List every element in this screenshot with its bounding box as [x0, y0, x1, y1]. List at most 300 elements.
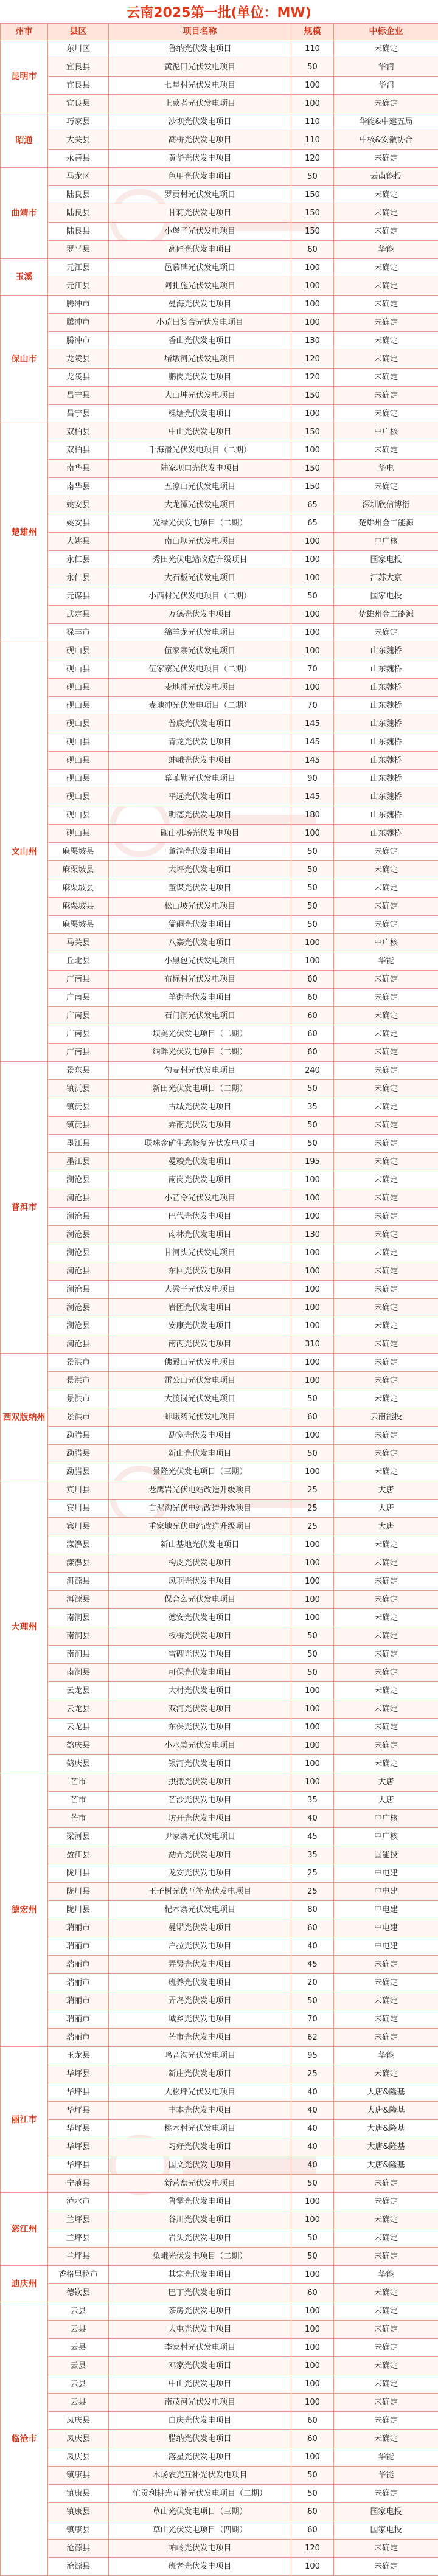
project-name-cell: 大渡岗光伏发电项目	[109, 1390, 291, 1408]
prefecture-cell: 保山市	[1, 296, 48, 423]
project-name-cell: 麦地冲光伏发电项目	[109, 679, 291, 697]
winner-cell: 未确定	[334, 2229, 438, 2248]
capacity-cell: 100	[291, 825, 334, 843]
table-header-row	[1, 24, 438, 40]
table-row	[1, 460, 438, 478]
table-row	[1, 1226, 438, 1244]
winner-cell: 中广核	[334, 1828, 438, 1846]
capacity-cell: 50	[291, 2248, 334, 2266]
county-cell: 马龙区	[48, 168, 109, 186]
county-cell: 华坪县	[48, 2083, 109, 2102]
capacity-cell: 150	[291, 387, 334, 405]
winner-cell: 华润	[334, 58, 438, 77]
capacity-cell: 50	[291, 2485, 334, 2503]
winner-cell: 未确定	[334, 989, 438, 1007]
winner-cell: 未确定	[334, 2357, 438, 2375]
project-name-cell: 蚌峨药光伏发电项目	[109, 1408, 291, 1427]
county-cell: 瑞丽市	[48, 2029, 109, 2047]
capacity-cell: 40	[291, 2102, 334, 2120]
capacity-cell: 40	[291, 2120, 334, 2138]
capacity-cell: 50	[291, 898, 334, 916]
table-row	[1, 2138, 438, 2156]
capacity-cell: 40	[291, 2138, 334, 2156]
county-cell: 洱源县	[48, 1573, 109, 1591]
table-row	[1, 1518, 438, 1536]
project-name-cell: 岩头光伏发电项目	[109, 2229, 291, 2248]
project-name-cell: 鹏岗光伏发电项目	[109, 369, 291, 387]
winner-cell: 未确定	[334, 1737, 438, 1755]
winner-cell: 未确定	[334, 387, 438, 405]
county-cell: 澜沧县	[48, 1171, 109, 1189]
county-cell: 瑞丽市	[48, 1956, 109, 1974]
winner-cell: 楚雄州金工能源	[334, 514, 438, 533]
county-cell: 瑞丽市	[48, 1919, 109, 1937]
county-cell: 砚山县	[48, 733, 109, 752]
project-name-cell: 小荒田复合光伏发电项目	[109, 314, 291, 332]
capacity-cell: 25	[291, 1500, 334, 1518]
capacity-cell: 145	[291, 752, 334, 770]
winner-cell: 未确定	[334, 2339, 438, 2357]
capacity-cell: 50	[291, 1445, 334, 1463]
county-cell: 砚山县	[48, 770, 109, 788]
capacity-cell: 50	[291, 2229, 334, 2248]
county-cell: 禄丰市	[48, 624, 109, 642]
capacity-cell: 130	[291, 332, 334, 350]
capacity-cell: 100	[291, 1208, 334, 1226]
capacity-cell: 35	[291, 1098, 334, 1117]
project-name-cell: 草山光伏发电项目（三期）	[109, 2503, 291, 2521]
county-cell: 镇康县	[48, 2521, 109, 2540]
project-name-cell: 腊纳光伏发电项目	[109, 2430, 291, 2448]
project-name-cell: 新山基地光伏发电项目	[109, 1536, 291, 1554]
winner-cell: 大唐	[334, 1500, 438, 1518]
table-row	[1, 314, 438, 332]
table-row	[1, 2302, 438, 2321]
winner-cell: 中核&安徽协合	[334, 131, 438, 150]
winner-cell: 未确定	[334, 1007, 438, 1025]
project-name-cell: 南林光伏发电项目	[109, 1226, 291, 1244]
county-cell: 宜良县	[48, 58, 109, 77]
table-row	[1, 2120, 438, 2138]
county-cell: 华坪县	[48, 2065, 109, 2083]
capacity-cell: 70	[291, 660, 334, 679]
project-name-cell: 绵羊龙光伏发电项目	[109, 624, 291, 642]
table-row	[1, 2010, 438, 2029]
county-cell: 腾冲市	[48, 314, 109, 332]
county-cell: 宜良县	[48, 77, 109, 95]
county-cell: 瑞丽市	[48, 2010, 109, 2029]
county-cell: 丘北县	[48, 952, 109, 971]
project-name-cell: 习好光伏发电项目	[109, 2138, 291, 2156]
project-name-cell: 小西村光伏发电项目（二期）	[109, 587, 291, 606]
capacity-cell: 50	[291, 1080, 334, 1098]
county-cell: 澜沧县	[48, 1208, 109, 1226]
county-cell: 陇川县	[48, 1901, 109, 1919]
capacity-cell: 100	[291, 2558, 334, 2576]
county-cell: 砚山县	[48, 697, 109, 715]
winner-cell: 未确定	[334, 1244, 438, 1262]
table-row	[1, 2229, 438, 2248]
county-cell: 广南县	[48, 1044, 109, 1062]
prefecture-cell: 普洱市	[1, 1062, 48, 1354]
winner-cell: 未确定	[334, 1117, 438, 1135]
winner-cell: 未确定	[334, 314, 438, 332]
winner-cell: 华能	[334, 2266, 438, 2284]
capacity-cell: 25	[291, 1481, 334, 1500]
winner-cell: 未确定	[334, 1554, 438, 1573]
project-name-cell: 羊街光伏发电项目	[109, 989, 291, 1007]
county-cell: 华坪县	[48, 2120, 109, 2138]
county-cell: 云龙县	[48, 1682, 109, 1700]
winner-cell: 未确定	[334, 150, 438, 168]
table-row	[1, 1445, 438, 1463]
winner-cell: 未确定	[334, 95, 438, 113]
project-name-cell: 大屯光伏发电项目	[109, 2321, 291, 2339]
table-row	[1, 1463, 438, 1481]
capacity-cell: 80	[291, 1901, 334, 1919]
project-name-cell: 杞木寨光伏发电项目	[109, 1901, 291, 1919]
table-row	[1, 2047, 438, 2065]
capacity-cell: 100	[291, 569, 334, 587]
table-row	[1, 1755, 438, 1773]
winner-cell: 中电建	[334, 1919, 438, 1937]
county-cell: 陆良县	[48, 223, 109, 241]
capacity-cell: 100	[291, 952, 334, 971]
table-row	[1, 1354, 438, 1372]
county-cell: 广南县	[48, 971, 109, 989]
capacity-cell: 120	[291, 350, 334, 369]
project-name-cell: 雷公山光伏发电项目	[109, 1372, 291, 1390]
capacity-cell: 100	[291, 1573, 334, 1591]
winner-cell: 未确定	[334, 1536, 438, 1554]
table-row	[1, 1208, 438, 1226]
project-name-cell: 小黑包光伏发电项目	[109, 952, 291, 971]
project-name-cell: 拱撒光伏发电项目	[109, 1773, 291, 1792]
county-cell: 宾川县	[48, 1481, 109, 1500]
county-cell: 砚山县	[48, 715, 109, 733]
table-row	[1, 1244, 438, 1262]
project-name-cell: 弄岛光伏发电项目	[109, 1992, 291, 2010]
table-row	[1, 2211, 438, 2229]
table-row	[1, 223, 438, 241]
prefecture-cell: 曲靖市	[1, 168, 48, 259]
county-cell: 芒市	[48, 1792, 109, 1810]
county-cell: 瑞丽市	[48, 1992, 109, 2010]
table-row	[1, 1901, 438, 1919]
winner-cell: 未确定	[334, 296, 438, 314]
table-row	[1, 1554, 438, 1573]
winner-cell: 未确定	[334, 1317, 438, 1335]
table-row	[1, 1189, 438, 1208]
capacity-cell: 145	[291, 733, 334, 752]
capacity-cell: 180	[291, 806, 334, 825]
table-row	[1, 1372, 438, 1390]
table-row	[1, 1573, 438, 1591]
project-name-cell: 甘莉光伏发电项目	[109, 204, 291, 223]
project-name-cell: 构皮光伏发电项目	[109, 1554, 291, 1573]
county-cell: 镇沅县	[48, 1080, 109, 1098]
county-cell: 砚山县	[48, 660, 109, 679]
capacity-cell: 50	[291, 1627, 334, 1646]
project-name-cell: 丰本光伏发电项目	[109, 2102, 291, 2120]
winner-cell: 中电建	[334, 1901, 438, 1919]
county-cell: 广南县	[48, 1007, 109, 1025]
capacity-cell: 100	[291, 314, 334, 332]
table-row	[1, 1646, 438, 1664]
county-cell: 勐腊县	[48, 1445, 109, 1463]
capacity-cell: 50	[291, 861, 334, 879]
project-name-cell: 小芒令光伏发电项目	[109, 1189, 291, 1208]
winner-cell: 未确定	[334, 1208, 438, 1226]
project-name-cell: 千海滑光伏发电项目（二期）	[109, 441, 291, 460]
table-row	[1, 2448, 438, 2467]
county-cell: 陇川县	[48, 1883, 109, 1901]
county-cell: 麻栗坡县	[48, 861, 109, 879]
winner-cell: 未确定	[334, 1226, 438, 1244]
project-name-cell: 堵墩河光伏发电项目	[109, 350, 291, 369]
table-row	[1, 551, 438, 569]
winner-cell: 山东魏桥	[334, 715, 438, 733]
winner-cell: 未确定	[334, 2029, 438, 2047]
project-name-cell: 南山坝光伏发电项目	[109, 533, 291, 551]
project-name-cell: 大山坤光伏发电项目	[109, 387, 291, 405]
capacity-cell: 60	[291, 2412, 334, 2430]
winner-cell: 未确定	[334, 2412, 438, 2430]
table-row	[1, 496, 438, 514]
county-cell: 永仁县	[48, 551, 109, 569]
county-cell: 云县	[48, 2302, 109, 2321]
winner-cell: 云南能投	[334, 1408, 438, 1427]
county-cell: 云龙县	[48, 1719, 109, 1737]
capacity-cell: 35	[291, 1846, 334, 1864]
table-row	[1, 1390, 438, 1408]
project-name-cell: 坊开光伏发电项目	[109, 1810, 291, 1828]
project-name-cell: 落星光伏发电项目	[109, 2448, 291, 2467]
county-cell: 广南县	[48, 989, 109, 1007]
capacity-cell: 100	[291, 1317, 334, 1335]
project-name-cell: 芒市光伏发电项目	[109, 2029, 291, 2047]
project-name-cell: 班养光伏发电项目	[109, 1974, 291, 1992]
capacity-cell: 100	[291, 1773, 334, 1792]
project-name-cell: 鲁纳光伏发电项目	[109, 40, 291, 58]
county-cell: 凤庆县	[48, 2412, 109, 2430]
county-cell: 砚山县	[48, 679, 109, 697]
project-name-cell: 坝美光伏发电项目（二期）	[109, 1025, 291, 1044]
county-cell: 砚山县	[48, 752, 109, 770]
county-cell: 陇川县	[48, 1864, 109, 1883]
winner-cell: 华能	[334, 241, 438, 259]
project-name-cell: 双河光伏发电项目	[109, 1700, 291, 1719]
capacity-cell: 100	[291, 1755, 334, 1773]
column-header-county: 县区	[48, 24, 109, 40]
county-cell: 梁河县	[48, 1828, 109, 1846]
project-name-cell: 南茂河光伏发电项目	[109, 2394, 291, 2412]
project-name-cell: 古城光伏发电项目	[109, 1098, 291, 1117]
project-name-cell: 银河光伏发电项目	[109, 1755, 291, 1773]
table-row	[1, 2375, 438, 2394]
winner-cell: 中广核	[334, 1810, 438, 1828]
county-cell: 麻栗坡县	[48, 879, 109, 898]
winner-cell: 大唐&隆基	[334, 2120, 438, 2138]
project-name-cell: 安康光伏发电项目	[109, 1317, 291, 1335]
county-cell: 镇康县	[48, 2485, 109, 2503]
capacity-cell: 50	[291, 1135, 334, 1153]
county-cell: 澜沧县	[48, 1244, 109, 1262]
winner-cell: 中广核	[334, 934, 438, 952]
county-cell: 腾冲市	[48, 296, 109, 314]
table-row	[1, 150, 438, 168]
project-name-cell: 邑慕碑光伏发电项目	[109, 259, 291, 277]
winner-cell: 中电建	[334, 1864, 438, 1883]
table-row	[1, 679, 438, 697]
capacity-cell: 25	[291, 1864, 334, 1883]
table-row	[1, 1992, 438, 2010]
table-row	[1, 2248, 438, 2266]
table-row	[1, 1481, 438, 1500]
winner-cell: 未确定	[334, 259, 438, 277]
county-cell: 澜沧县	[48, 1226, 109, 1244]
capacity-cell: 100	[291, 1682, 334, 1700]
table-row	[1, 131, 438, 150]
table-row	[1, 2394, 438, 2412]
winner-cell: 国家电投	[334, 2503, 438, 2521]
capacity-cell: 100	[291, 277, 334, 296]
table-row	[1, 1171, 438, 1189]
winner-cell: 华能	[334, 952, 438, 971]
capacity-cell: 100	[291, 2339, 334, 2357]
county-cell: 南华县	[48, 460, 109, 478]
capacity-cell: 145	[291, 788, 334, 806]
winner-cell: 山东魏桥	[334, 679, 438, 697]
table-row	[1, 2430, 438, 2448]
project-name-cell: 伍家寨光伏发电项目（二期）	[109, 660, 291, 679]
table-row	[1, 1408, 438, 1427]
winner-cell: 中电建	[334, 1883, 438, 1901]
winner-cell: 未确定	[334, 441, 438, 460]
winner-cell: 山东魏桥	[334, 806, 438, 825]
county-cell: 景东县	[48, 1062, 109, 1080]
table-row	[1, 2503, 438, 2521]
capacity-cell: 65	[291, 514, 334, 533]
prefecture-cell: 昭通	[1, 113, 48, 168]
table-row	[1, 569, 438, 587]
project-name-cell: 巴丁光伏发电项目	[109, 2284, 291, 2302]
table-row	[1, 441, 438, 460]
table-row	[1, 624, 438, 642]
table-row	[1, 1098, 438, 1117]
table-row	[1, 1956, 438, 1974]
prefecture-cell: 楚雄州	[1, 423, 48, 642]
county-cell: 景洪市	[48, 1390, 109, 1408]
capacity-cell: 100	[291, 1262, 334, 1281]
project-name-cell: 大梁子光伏发电项目	[109, 1281, 291, 1299]
table-row	[1, 843, 438, 861]
project-name-cell: 万德光伏发电项目	[109, 606, 291, 624]
table-row	[1, 2175, 438, 2193]
winner-cell: 未确定	[334, 2175, 438, 2193]
winner-cell: 华能	[334, 2047, 438, 2065]
project-name-cell: 八寨光伏发电项目	[109, 934, 291, 952]
capacity-cell: 100	[291, 1171, 334, 1189]
capacity-cell: 50	[291, 168, 334, 186]
capacity-cell: 20	[291, 1974, 334, 1992]
winner-cell: 未确定	[334, 1700, 438, 1719]
table-row	[1, 879, 438, 898]
capacity-cell: 60	[291, 1025, 334, 1044]
capacity-cell: 25	[291, 2065, 334, 2083]
table-row	[1, 514, 438, 533]
winner-cell: 山东魏桥	[334, 770, 438, 788]
county-cell: 大姚县	[48, 533, 109, 551]
project-name-cell: 弄贤光伏发电项目	[109, 1956, 291, 1974]
winner-cell: 国家电投	[334, 587, 438, 606]
county-cell: 兰坪县	[48, 2248, 109, 2266]
winner-cell: 未确定	[334, 1956, 438, 1974]
project-name-cell: 蚌峨光伏发电项目	[109, 752, 291, 770]
table-row	[1, 2029, 438, 2047]
county-cell: 宾川县	[48, 1500, 109, 1518]
winner-cell: 中电建	[334, 1937, 438, 1956]
county-cell: 华坪县	[48, 2156, 109, 2175]
winner-cell: 未确定	[334, 1354, 438, 1372]
county-cell: 巧家县	[48, 113, 109, 131]
project-name-cell: 曼竣光伏发电项目	[109, 1153, 291, 1171]
project-name-cell: 幕菲勒光伏发电项目	[109, 770, 291, 788]
prefecture-cell: 临沧市	[1, 2302, 48, 2576]
winner-cell: 山东魏桥	[334, 825, 438, 843]
table-row	[1, 259, 438, 277]
winner-cell: 未确定	[334, 2558, 438, 2576]
project-name-cell: 凤羽光伏发电项目	[109, 1573, 291, 1591]
prefecture-cell: 文山州	[1, 642, 48, 1062]
prefecture-cell: 迪庆州	[1, 2266, 48, 2302]
capacity-cell: 25	[291, 1883, 334, 1901]
winner-cell: 未确定	[334, 369, 438, 387]
table-row	[1, 788, 438, 806]
table-row	[1, 387, 438, 405]
county-cell: 元谋县	[48, 587, 109, 606]
table-row	[1, 971, 438, 989]
winner-cell: 未确定	[334, 1390, 438, 1408]
capacity-cell: 60	[291, 2521, 334, 2540]
county-cell: 瑞丽市	[48, 1937, 109, 1956]
project-name-cell: 南丙光伏发电项目	[109, 1335, 291, 1354]
prefecture-cell: 西双版纳州	[1, 1354, 48, 1481]
winner-cell: 大唐	[334, 1481, 438, 1500]
county-cell: 镇康县	[48, 2467, 109, 2485]
capacity-cell: 100	[291, 533, 334, 551]
project-name-cell: 东保光伏发电项目	[109, 1719, 291, 1737]
table-row	[1, 1700, 438, 1719]
winner-cell: 大唐&隆基	[334, 2138, 438, 2156]
project-name-cell: 新田光伏发电项目（二期）	[109, 1080, 291, 1098]
table-row	[1, 952, 438, 971]
project-name-cell: 平远光伏发电项目	[109, 788, 291, 806]
project-name-cell: 董淌光伏发电项目	[109, 843, 291, 861]
table-row	[1, 1828, 438, 1846]
winner-cell: 未确定	[334, 350, 438, 369]
winner-cell: 未确定	[334, 1025, 438, 1044]
project-name-cell: 老鹰岩光伏电站改造升级项目	[109, 1481, 291, 1500]
capacity-cell: 60	[291, 2430, 334, 2448]
project-table	[0, 23, 438, 2576]
table-row	[1, 2266, 438, 2284]
project-name-cell: 阿扎施光伏发电项目	[109, 277, 291, 296]
capacity-cell: 100	[291, 642, 334, 660]
table-row	[1, 533, 438, 551]
table-row	[1, 1883, 438, 1901]
county-cell: 华坪县	[48, 2102, 109, 2120]
